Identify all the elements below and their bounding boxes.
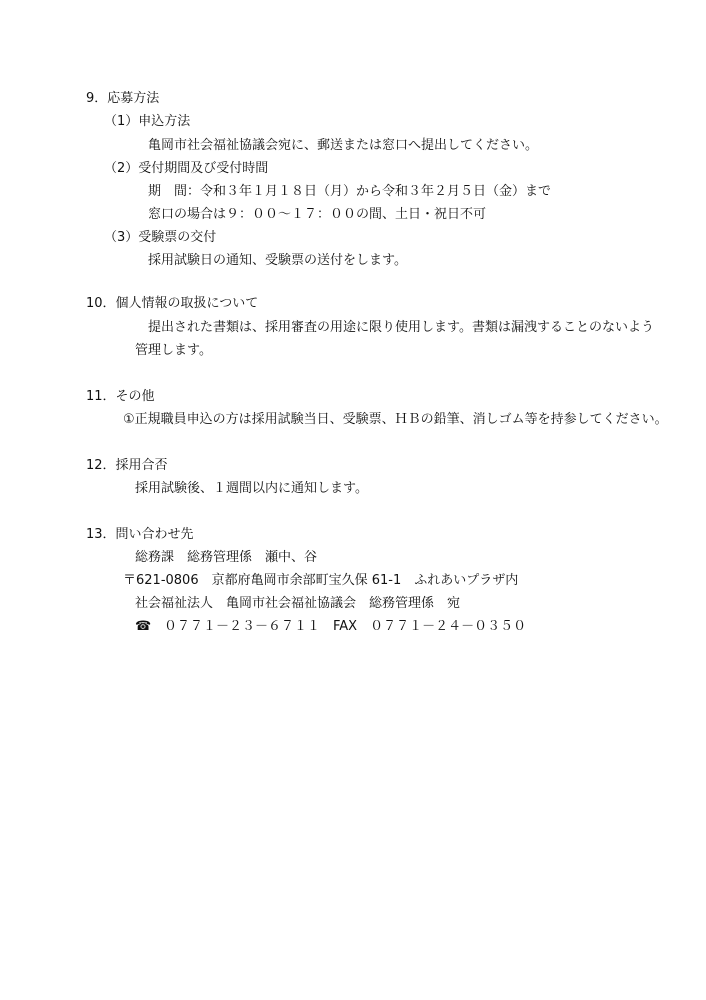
section-9-sub1-text: 亀岡市社会福祉協議会宛に、郵送または窓口へ提出してください。 [148, 138, 539, 153]
section-13-title: 13．問い合わせ先 [86, 527, 194, 542]
section-9-title: 9．応募方法 [86, 91, 160, 106]
section-13-contact: 総務課 総務管理係 瀬中、谷 [135, 550, 318, 565]
section-9-sub2-hours: 窓口の場合は９：００～１７：００の間、土日・祝日不可 [148, 207, 487, 222]
section-9-sub1-heading: （1）申込方法 [104, 114, 191, 129]
telephone-icon: ☎ [135, 619, 152, 634]
section-13-phone-numbers: ０７７１－２３－６７１１ FAX ０７７１－２４－０３５０ [164, 619, 527, 634]
section-10-title: 10．個人情報の取扱について [86, 296, 259, 311]
section-9-sub3-text: 採用試験日の通知、受験票の送付をします。 [148, 253, 407, 268]
section-10-line1: 提出された書類は、採用審査の用途に限り使用します。書類は漏洩することのないよう [148, 320, 654, 335]
section-13-address: 〒621-0806 京都府亀岡市余部町宝久保 61-1 ふれあいプラザ内 [123, 573, 519, 588]
section-13-phone-line [135, 619, 526, 635]
section-12-title: 12．採用合否 [86, 458, 168, 473]
section-9-sub2-period: 期 間：令和３年１月１８日（月）から令和３年２月５日（金）まで [148, 184, 552, 199]
section-10-line2: 管理します。 [135, 343, 212, 358]
section-11-title: 11．その他 [86, 389, 155, 404]
section-13-organization: 社会福祉法人 亀岡市社会福祉協議会 総務管理係 宛 [135, 596, 461, 611]
section-11-line1: ①正規職員申込の方は採用試験当日、受験票、ＨＢの鉛筆、消しゴム等を持参してください。 [123, 412, 668, 427]
section-12-line1: 採用試験後、１週間以内に通知します。 [135, 481, 368, 496]
section-9-sub2-heading: （2）受付期間及び受付時間 [104, 161, 269, 176]
section-9-sub3-heading: （3）受験票の交付 [104, 230, 217, 245]
